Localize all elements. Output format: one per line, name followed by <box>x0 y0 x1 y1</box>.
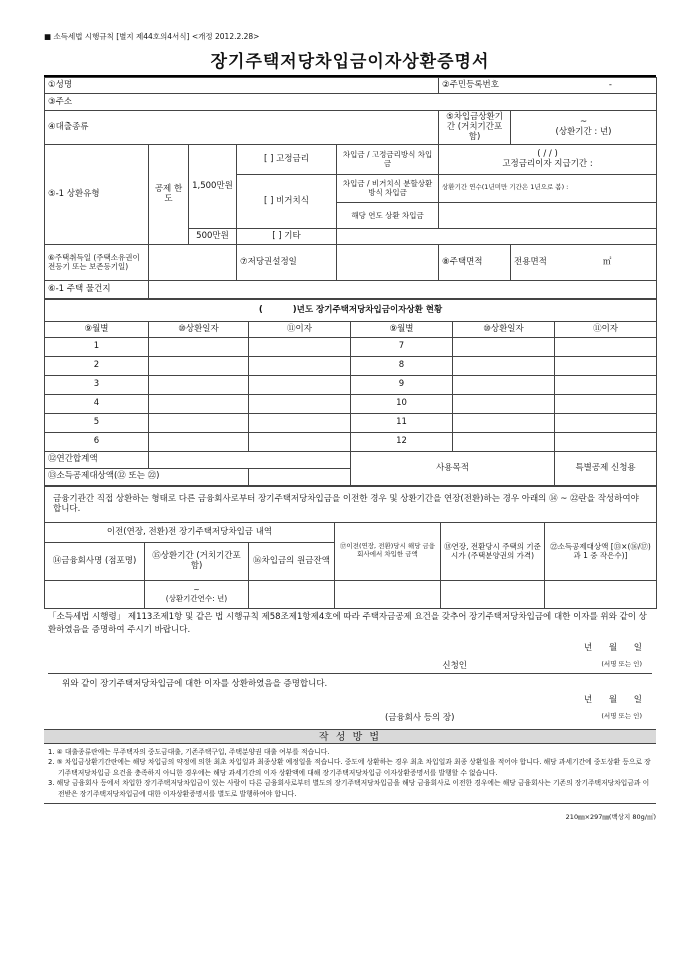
month-cell: 6 <box>45 432 149 451</box>
month-cell: 4 <box>45 394 149 413</box>
property-field[interactable] <box>149 280 657 298</box>
month-cell: 8 <box>351 356 453 375</box>
company-field[interactable] <box>45 580 145 608</box>
date-cell[interactable] <box>149 432 249 451</box>
period-field[interactable]: ~ (상환기간연수: 년) <box>145 580 249 608</box>
deduction-target-field[interactable] <box>249 468 351 485</box>
purpose-label: 사용목적 <box>351 451 555 485</box>
month-cell: 12 <box>351 432 453 451</box>
interest-cell[interactable] <box>555 432 657 451</box>
col-interest-left: ⑪이자 <box>249 321 351 337</box>
transfer-amount-field[interactable] <box>335 580 441 608</box>
area-label: ⑧주택면적 <box>439 244 511 280</box>
declaration <box>44 609 656 729</box>
date-cell[interactable] <box>453 413 555 432</box>
interest-cell[interactable] <box>249 356 351 375</box>
limit-500: 500만원 <box>189 228 237 244</box>
repay-type-label: ⑤-1 상환유형 <box>45 144 149 244</box>
declaration-text: 「소득세법 시행령」 제113조제1항 및 같은 법 시행규칙 제58조제1항제4호에 따라 주택자금공제 요건을 갖추어 장기주택저당차입금에 대한 이자를 위와 같이 상환하였음을 증명하여 주시기 바랍니다. <box>48 611 647 635</box>
notes-list <box>44 744 656 805</box>
note-item: 2. ⑤ 차입금상환기간란에는 해당 차입금의 약정에 의한 최초 차입일과 최종상환 예정일을 적습니다. 중도에 상환하는 경우 최초 차입일과 최종 상환일을 적어야 합니다. 해당 과세기간에 중도상환 등으로 장기주택저당차입금 요건을 충족하지 아니한 경우에는 해당 과세기간의 이자 상환액에 대해 장기주택저당차입금 이자상환증명서를 발행할 수 없습니다. <box>48 758 651 777</box>
interest-cell[interactable] <box>555 394 657 413</box>
address-field[interactable]: ③주소 <box>45 94 657 111</box>
certify-text: 위와 같이 장기주택저당차입금에 대한 이자를 상환하였음을 증명합니다. <box>62 678 328 689</box>
annual-total-field[interactable] <box>149 451 351 468</box>
other-checkbox[interactable]: [ ] 기타 <box>237 228 337 244</box>
date-cell[interactable] <box>149 375 249 394</box>
col-month-right: ⑨월별 <box>351 321 453 337</box>
interest-cell[interactable] <box>555 337 657 356</box>
date-cell[interactable] <box>453 394 555 413</box>
acquisition-date-label: ⑥주택취득일 (주택소유권이전등기 또는 보존등기일) <box>45 244 149 280</box>
loan-type-field[interactable]: ④대출종류 <box>45 111 439 145</box>
mortgage-date-field[interactable] <box>337 244 439 280</box>
annual-total-label: ⑫연간합계액 <box>45 451 149 468</box>
non-amort-desc: 차입금 / 비거치식 분할상환 방식 차입금 <box>337 174 439 202</box>
purpose-value: 특별공제 신청용 <box>555 451 657 485</box>
limit-1500: 1,500만원 <box>189 144 237 228</box>
fixed-rate-value[interactable]: ( / / ) 고정금리이자 지급기간 : <box>439 144 657 174</box>
col-base-price: ⑱연장, 전환당시 주택의 기준시가 (주택분양권의 가격) <box>441 522 545 580</box>
property-label: ⑥-1 주택 물건지 <box>45 280 149 298</box>
interest-cell[interactable] <box>555 413 657 432</box>
deduction-target-label: ⑬소득공제대상액(⑫ 또는 ㉒) <box>45 468 249 485</box>
note-item: 1. ④ 대출종류란에는 무주택자의 중도금대출, 기존주택구입, 주택분양권 대출 여부를 적습니다. <box>48 747 330 756</box>
interest-cell[interactable] <box>249 394 351 413</box>
year-repay-value[interactable] <box>439 202 657 228</box>
area-field[interactable]: 전용면적 ㎡ <box>511 244 657 280</box>
interest-cell[interactable] <box>249 337 351 356</box>
applicant-sign[interactable]: (서명 또는 인) <box>601 659 642 668</box>
month-cell: 2 <box>45 356 149 375</box>
applicant-label: 신청인 <box>442 660 468 671</box>
transfer-table <box>44 486 657 609</box>
non-amort-checkbox[interactable]: [ ] 비거치식 <box>237 174 337 228</box>
interest-cell[interactable] <box>555 356 657 375</box>
month-cell: 10 <box>351 394 453 413</box>
col-transfer-amount: ⑰이전(연장, 전환)당시 해당 금융회사에서 차입한 금액 <box>335 522 441 580</box>
month-cell: 7 <box>351 337 453 356</box>
identity-table <box>44 77 657 299</box>
institution-sign[interactable]: (서명 또는 인) <box>601 711 642 720</box>
notes-heading: 작 성 방 법 <box>44 729 656 744</box>
status-title: ( )년도 장기주택저당차입금이자상환 현황 <box>45 299 657 321</box>
col-month-left: ⑨월별 <box>45 321 149 337</box>
col-period: ⑮상환기간 (거치기간포함) <box>145 542 249 580</box>
date-cell[interactable] <box>149 356 249 375</box>
interest-cell[interactable] <box>249 432 351 451</box>
certificate-form <box>44 30 656 821</box>
paper-size: 210㎜×297㎜(백상지 80g/㎡) <box>565 813 656 822</box>
status-table <box>44 299 657 486</box>
col-deduction: ㉒소득공제대상액 [⑬×(⑯/⑰)과 1 중 작은수)] <box>545 522 657 580</box>
name-field[interactable]: ①성명 <box>45 78 439 94</box>
interest-cell[interactable] <box>555 375 657 394</box>
col-principal: ⑯차입금의 원금잔액 <box>249 542 335 580</box>
date-cell[interactable] <box>149 413 249 432</box>
date-cell[interactable] <box>453 375 555 394</box>
base-price-field[interactable] <box>441 580 545 608</box>
date-cell[interactable] <box>453 356 555 375</box>
interest-cell[interactable] <box>249 375 351 394</box>
other-value[interactable] <box>337 228 657 244</box>
month-cell: 5 <box>45 413 149 432</box>
col-company: ⑭금융회사명 (점포명) <box>45 542 145 580</box>
form-title: 장기주택저당차입금이자상환증명서 <box>44 44 656 77</box>
col-date-left: ⑩상환일자 <box>149 321 249 337</box>
col-date-right: ⑩상환일자 <box>453 321 555 337</box>
month-cell: 9 <box>351 375 453 394</box>
month-cell: 11 <box>351 413 453 432</box>
declaration-date[interactable]: 년 월 일 <box>583 642 642 653</box>
fixed-rate-checkbox[interactable]: [ ] 고정금리 <box>237 144 337 174</box>
year-repay-desc: 해당 연도 상환 차입금 <box>337 202 439 228</box>
date-cell[interactable] <box>149 337 249 356</box>
principal-field[interactable] <box>249 580 335 608</box>
institution-label: (금융회사 등의 장) <box>384 712 455 723</box>
month-cell: 1 <box>45 337 149 356</box>
date-cell[interactable] <box>453 432 555 451</box>
deduction-field[interactable] <box>545 580 657 608</box>
transfer-notice: 금융기관간 직접 상환하는 형태로 다른 금융회사로부터 장기주택저당차입금을 이전한 경우 및 상환기간을 연장(전환)하는 경우 아래의 ⑭ ~ ㉒란을 작성하여야 합니다. <box>45 486 657 522</box>
col-interest-right: ⑪이자 <box>555 321 657 337</box>
fixed-rate-desc: 차입금 / 고정금리방식 차입금 <box>337 144 439 174</box>
acquisition-date-field[interactable] <box>149 244 237 280</box>
non-amort-value[interactable]: 상환기간 연수(1년미만 기간은 1년으로 봄) : <box>439 174 657 202</box>
note-item: 3. 해당 금융회사 등에서 차입한 장기주택저당차입금이 있는 사람이 다른 금융회사로부터 별도의 장기주택저당차입금을 해당 금융회사로 이전한 경우에는 해당 금융회사는 기존의 장기주택저당차입금과 이전받은 장기주택저당차입금에 대한 이자상환증명서를 별도로 발행하여야 합니다. <box>48 779 650 798</box>
loan-period-label: ⑤차입금상환기간 (거치기간포함) <box>439 111 511 145</box>
date-cell[interactable] <box>149 394 249 413</box>
rrn-field[interactable]: ②주민등록번호 - <box>439 78 657 94</box>
law-reference: ■ 소득세법 시행규칙 [별지 제44호의4서식] <개정 2012.2.28> <box>44 32 260 41</box>
certify-date[interactable]: 년 월 일 <box>583 694 642 705</box>
month-cell: 3 <box>45 375 149 394</box>
deduction-limit-label: 공제 한도 <box>149 144 189 244</box>
loan-period-field[interactable]: ~ (상환기간 : 년) <box>511 111 657 145</box>
interest-cell[interactable] <box>249 413 351 432</box>
date-cell[interactable] <box>453 337 555 356</box>
transfer-section-title: 이전(연장, 전환)전 장기주택저당차입금 내역 <box>45 522 335 542</box>
mortgage-date-label: ⑦저당권설정일 <box>237 244 337 280</box>
